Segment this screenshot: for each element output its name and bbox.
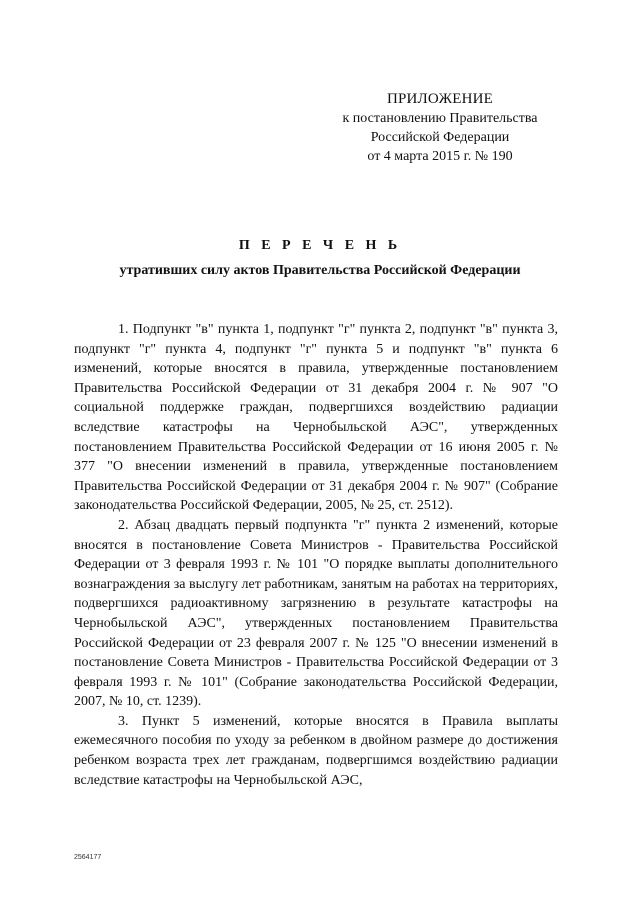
appendix-block	[330, 90, 550, 166]
appendix-line-federation: Российской Федерации	[370, 130, 510, 145]
appendix-heading: ПРИЛОЖЕНИЕ	[386, 91, 494, 107]
document-body	[74, 320, 558, 790]
paragraph-3: 3. Пункт 5 изменений, которые вносятся в Правила выплаты ежемесячного пособия по уходу за ребенком в двойном размере до достижения ребенком возраста трех лет гражданам, подвергшимся воздействию радиации вследствие катастрофы на Чернобыльской АЭС,	[74, 713, 558, 788]
document-subtitle: утративших силу актов Правительства Российской Федерации	[119, 263, 521, 278]
appendix-line-to-resolution: к постановлению Правительства	[342, 111, 538, 126]
document-id-number: 2564177	[74, 854, 102, 861]
paragraph-1: 1. Подпункт "в" пункта 1, подпункт "г" пункта 2, подпункт "в" пункта 3, подпункт "г" пункта 4, подпункт "г" пункта 5 и подпункт "в" пункта 6 изменений, которые вносятся в правила, утвержденные постановлением Правительства Российской Федерации от 31 декабря 2004 г. № 907 "О социальной поддержке граждан, подвергшихся воздействию радиации вследствие катастрофы на Чернобыльской АЭС", утвержденных постановлением Правительства Российской Федерации от 16 июня 2005 г. № 377 "О внесении изменений в правила, утвержденные постановлением Правительства Российской Федерации от 31 декабря 2004 г. № 907" (Собрание законодательства Российской Федерации, 2005, № 25, ст. 2512).	[74, 322, 558, 514]
paragraph-2: 2. Абзац двадцать первый подпункта "г" пункта 2 изменений, которые вносятся в постановление Совета Министров - Правительства Российской Федерации от 3 февраля 1993 г. № 101 "О порядке выплаты дополнительного вознаграждения за выслугу лет работникам, занятым на работах на территориях, подвергшихся радиоактивному загрязнению в результате катастрофы на Чернобыльской АЭС", утвержденных постановлением Правительства Российской Федерации от 23 февраля 2007 г. № 125 "О внесении изменений в постановление Совета Министров - Правительства Российской Федерации от 3 февраля 1993 г. № 101" (Собрание законодательства Российской Федерации, 2007, № 10, ст. 1239).	[74, 517, 558, 710]
document-title: П Е Р Е Ч Е Н Ь	[238, 238, 402, 253]
appendix-line-date-number: от 4 марта 2015 г. № 190	[367, 149, 513, 164]
